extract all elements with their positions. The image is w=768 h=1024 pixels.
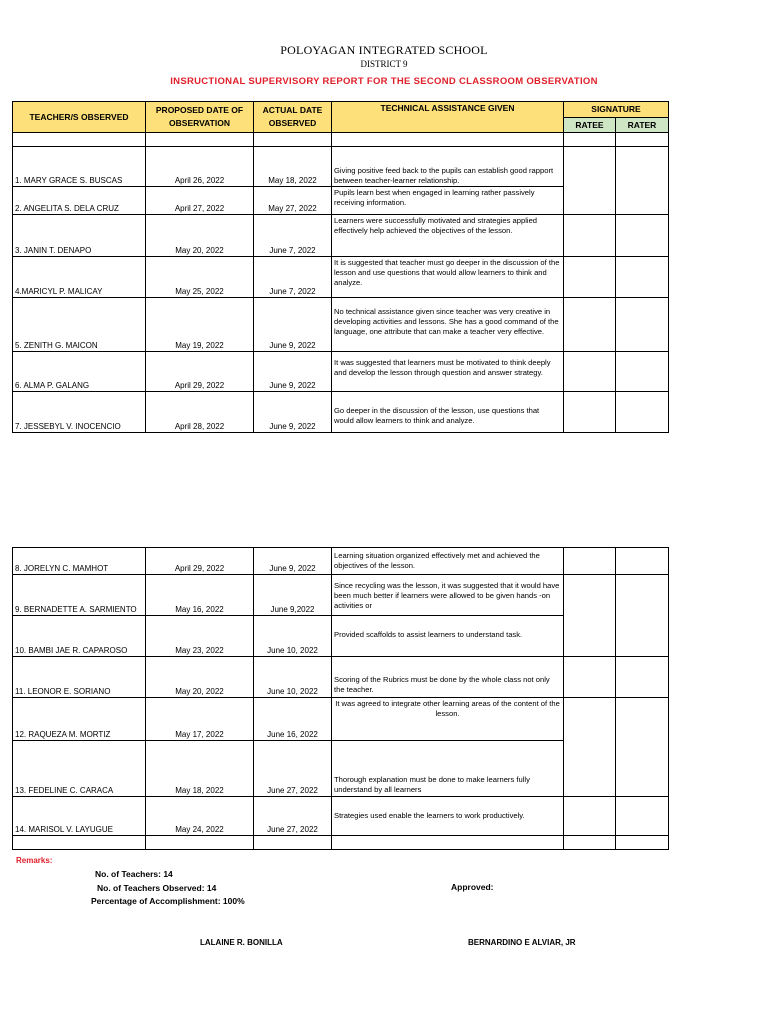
- proposed-date: April 28, 2022: [146, 392, 254, 433]
- technical-assistance: Provided scaffolds to assist learners to understand task.: [332, 616, 564, 657]
- teacher-name: 8. JORELYN C. MAMHOT: [13, 548, 146, 575]
- school-name: POLOYAGAN INTEGRATED SCHOOL: [280, 43, 488, 57]
- proposed-date: May 19, 2022: [146, 298, 254, 352]
- table-spacer-row: [13, 836, 669, 850]
- proposed-date: May 20, 2022: [146, 657, 254, 698]
- table-row: [13, 797, 669, 836]
- col-header-ratee: RATEE: [564, 118, 616, 133]
- technical-assistance: Pupils learn best when engaged in learning rather passively receiving information.: [332, 187, 564, 215]
- rater-signature-cell: [616, 698, 669, 797]
- signatory-right: BERNARDINO E ALVIAR, JR: [468, 938, 576, 947]
- rater-signature-cell: [616, 352, 669, 392]
- teacher-name: 3. JANIN T. DENAPO: [13, 215, 146, 257]
- ratee-signature-cell: [564, 392, 616, 433]
- table-row: [13, 392, 669, 433]
- proposed-date: May 17, 2022: [146, 698, 254, 741]
- actual-date: June 7, 2022: [254, 215, 332, 257]
- col-header-teacher: TEACHER/S OBSERVED: [13, 102, 146, 133]
- proposed-date: April 27, 2022: [146, 187, 254, 215]
- ratee-signature-cell: [564, 352, 616, 392]
- actual-date: June 10, 2022: [254, 616, 332, 657]
- actual-date: June 27, 2022: [254, 797, 332, 836]
- actual-date: May 18, 2022: [254, 147, 332, 187]
- table-row: [13, 575, 669, 616]
- actual-date: May 27, 2022: [254, 187, 332, 215]
- teacher-name: 14. MARISOL V. LAYUGUE: [13, 797, 146, 836]
- teacher-name: 10. BAMBI JAE R. CAPAROSO: [13, 616, 146, 657]
- teacher-name: 1. MARY GRACE S. BUSCAS: [13, 147, 146, 187]
- ratee-signature-cell: [564, 215, 616, 257]
- table-row: [13, 352, 669, 392]
- table-row: [13, 698, 669, 741]
- teacher-name: 9. BERNADETTE A. SARMIENTO: [13, 575, 146, 616]
- actual-date: June 9, 2022: [254, 298, 332, 352]
- teacher-name: 13. FEDELINE C. CARACA: [13, 741, 146, 797]
- actual-date: June 9, 2022: [254, 392, 332, 433]
- technical-assistance: It is suggested that teacher must go deeper in the discussion of the lesson and use questions that would allow learners to think and analyze.: [332, 257, 564, 298]
- rater-signature-cell: [616, 298, 669, 352]
- teachers-observed-count: No. of Teachers Observed: 14: [97, 883, 217, 893]
- table-row: [13, 215, 669, 257]
- remarks-label: Remarks:: [16, 856, 53, 865]
- table-row: [13, 257, 669, 298]
- rater-signature-cell: [616, 548, 669, 575]
- col-header-technical-assistance: TECHNICAL ASSISTANCE GIVEN: [332, 102, 564, 133]
- ratee-signature-cell: [564, 575, 616, 657]
- technical-assistance: Scoring of the Rubrics must be done by the whole class not only the teacher.: [332, 657, 564, 698]
- actual-date: June 7, 2022: [254, 257, 332, 298]
- proposed-date: May 18, 2022: [146, 741, 254, 797]
- teacher-name: 7. JESSEBYL V. INOCENCIO: [13, 392, 146, 433]
- rater-signature-cell: [616, 392, 669, 433]
- technical-assistance: Go deeper in the discussion of the lesson, use questions that would allow learners to think and analyze.: [332, 392, 564, 433]
- ratee-signature-cell: [564, 147, 616, 215]
- rater-signature-cell: [616, 257, 669, 298]
- table-header-row: [13, 102, 669, 118]
- teacher-name: 2. ANGELITA S. DELA CRUZ: [13, 187, 146, 215]
- table-row: [13, 147, 669, 187]
- table-row: [13, 298, 669, 352]
- rater-signature-cell: [616, 215, 669, 257]
- proposed-date: April 26, 2022: [146, 147, 254, 187]
- rater-signature-cell: [616, 797, 669, 836]
- actual-date: June 27, 2022: [254, 741, 332, 797]
- proposed-date: May 20, 2022: [146, 215, 254, 257]
- col-header-actual-date: ACTUAL DATE OBSERVED: [254, 102, 332, 133]
- teacher-name: 4.MARICYL P. MALICAY: [13, 257, 146, 298]
- technical-assistance: Learners were successfully motivated and strategies applied effectively help achieved the objectives of the lesson.: [332, 215, 564, 257]
- actual-date: June 10, 2022: [254, 657, 332, 698]
- technical-assistance: Giving positive feed back to the pupils can establish good rapport between teacher-learner relationship.: [332, 147, 564, 187]
- teacher-name: 12. RAQUEZA M. MORTIZ: [13, 698, 146, 741]
- teacher-name: 6. ALMA P. GALANG: [13, 352, 146, 392]
- technical-assistance: It was agreed to integrate other learning areas of the content of the lesson.: [332, 698, 564, 741]
- ratee-signature-cell: [564, 257, 616, 298]
- table-row: [13, 657, 669, 698]
- observation-table-part-1: [12, 101, 669, 433]
- col-header-proposed-date: PROPOSED DATE OF OBSERVATION: [146, 102, 254, 133]
- col-header-signature: SIGNATURE: [564, 102, 669, 118]
- col-header-rater: RATER: [616, 118, 669, 133]
- actual-date: June 9, 2022: [254, 352, 332, 392]
- teacher-name: 5. ZENITH G. MAICON: [13, 298, 146, 352]
- proposed-date: May 25, 2022: [146, 257, 254, 298]
- ratee-signature-cell: [564, 548, 616, 575]
- technical-assistance: No technical assistance given since teacher was very creative in developing activities and lessons. She has a good command of the language, one attribute that can make a teacher very effective.: [332, 298, 564, 352]
- district-label: DISTRICT 9: [360, 59, 408, 69]
- ratee-signature-cell: [564, 698, 616, 797]
- rater-signature-cell: [616, 147, 669, 215]
- ratee-signature-cell: [564, 298, 616, 352]
- signatory-left: LALAINE R. BONILLA: [200, 938, 283, 947]
- rater-signature-cell: [616, 657, 669, 698]
- technical-assistance: Strategies used enable the learners to work productively.: [332, 797, 564, 836]
- technical-assistance: Since recycling was the lesson, it was suggested that it would have been much better if learners were allowed to be given hands -on activities or: [332, 575, 564, 616]
- proposed-date: May 24, 2022: [146, 797, 254, 836]
- proposed-date: April 29, 2022: [146, 548, 254, 575]
- teachers-count: No. of Teachers: 14: [95, 869, 173, 879]
- actual-date: June 9, 2022: [254, 548, 332, 575]
- technical-assistance: Thorough explanation must be done to make learners fully understand by all learners: [332, 741, 564, 797]
- technical-assistance: It was suggested that learners must be motivated to think deeply and develop the lesson through question and answer strategy.: [332, 352, 564, 392]
- ratee-signature-cell: [564, 657, 616, 698]
- ratee-signature-cell: [564, 797, 616, 836]
- rater-signature-cell: [616, 575, 669, 657]
- proposed-date: April 29, 2022: [146, 352, 254, 392]
- proposed-date: May 23, 2022: [146, 616, 254, 657]
- proposed-date: May 16, 2022: [146, 575, 254, 616]
- table-row: [13, 548, 669, 575]
- actual-date: June 9,2022: [254, 575, 332, 616]
- table-spacer-row: [13, 133, 669, 147]
- accomplishment-percentage: Percentage of Accomplishment: 100%: [91, 896, 245, 906]
- approved-label: Approved:: [451, 882, 494, 892]
- actual-date: June 16, 2022: [254, 698, 332, 741]
- observation-table-part-2: [12, 547, 669, 850]
- report-title: INSRUCTIONAL SUPERVISORY REPORT FOR THE SECOND CLASSROOM OBSERVATION: [170, 76, 598, 87]
- teacher-name: 11. LEONOR E. SORIANO: [13, 657, 146, 698]
- technical-assistance: Learning situation organized effectively met and achieved the objectives of the lesson.: [332, 548, 564, 575]
